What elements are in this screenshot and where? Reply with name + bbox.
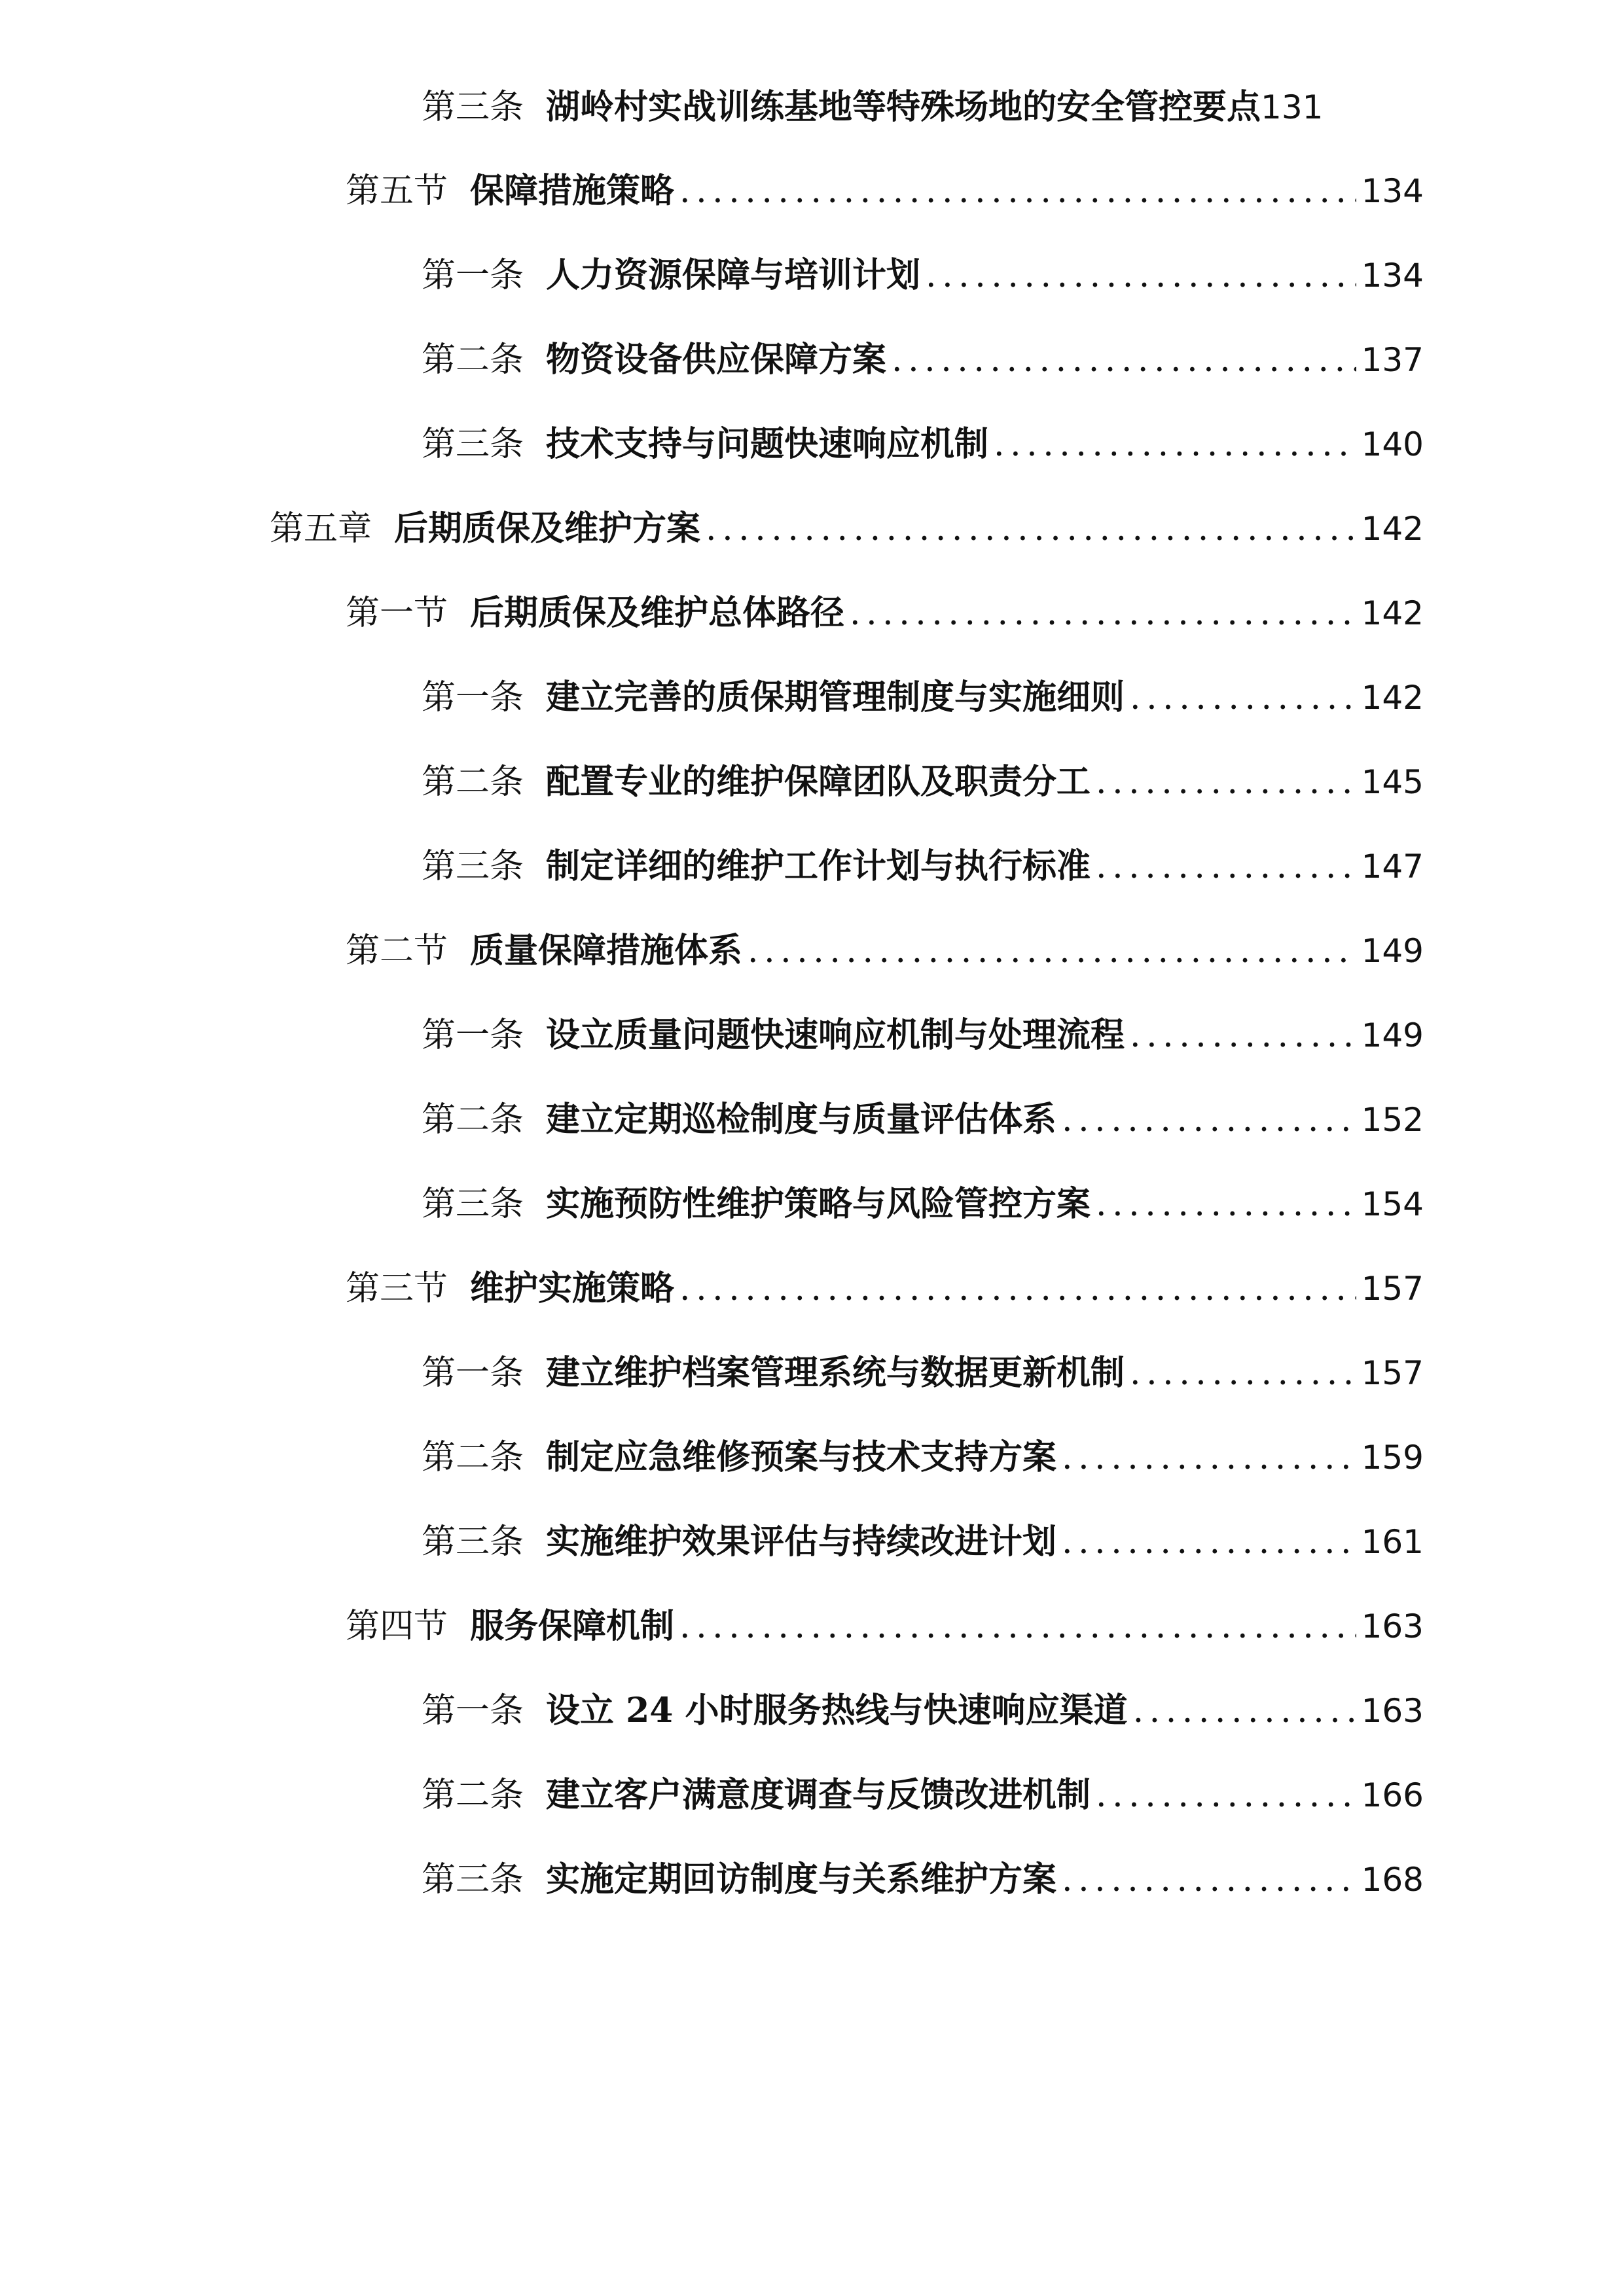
entry-number: 第二条 — [422, 1438, 524, 1477]
entry-title: 技术支持与问题快速响应机制 — [546, 424, 989, 464]
entry-page-number: 159 — [1361, 1439, 1424, 1477]
dot-leader — [994, 418, 1356, 471]
dot-leader — [748, 925, 1356, 977]
dot-leader — [1130, 1347, 1356, 1399]
dot-leader — [679, 1600, 1356, 1653]
entry-title: 实施定期回访制度与关系维护方案 — [546, 1859, 1057, 1899]
entry-page-number: 142 — [1361, 510, 1424, 548]
toc-entry-section[interactable] — [346, 587, 1424, 639]
toc-entry-article[interactable] — [422, 334, 1424, 386]
toc-entry-article[interactable] — [422, 672, 1424, 724]
entry-number: 第五节 — [346, 171, 448, 211]
entry-number: 第二条 — [422, 1776, 524, 1815]
entry-title: 设立质量问题快速响应机制与处理流程 — [546, 1015, 1125, 1055]
dot-leader — [850, 587, 1356, 639]
entry-page-number: 142 — [1361, 679, 1424, 717]
dot-leader — [1062, 1094, 1356, 1146]
entry-number: 第二条 — [422, 1100, 524, 1139]
entry-number: 第三条 — [422, 1522, 524, 1562]
entry-page-number: 163 — [1361, 1607, 1424, 1645]
entry-number: 第三条 — [422, 88, 524, 127]
entry-title: 维护实施策略 — [470, 1268, 675, 1308]
toc-entry-article[interactable] — [422, 81, 1424, 134]
entry-page-number: 145 — [1361, 763, 1424, 801]
entry-page-number: 166 — [1361, 1776, 1424, 1814]
toc-entry-article[interactable] — [422, 1094, 1424, 1146]
entry-number: 第五章 — [270, 509, 372, 548]
entry-title: 实施维护效果评估与持续改进计划 — [546, 1522, 1057, 1562]
entry-title: 建立维护档案管理系统与数据更新机制 — [546, 1353, 1125, 1393]
toc-entry-article[interactable] — [422, 1854, 1424, 1906]
toc-entry-article[interactable] — [422, 249, 1424, 302]
dot-leader — [706, 503, 1356, 555]
entry-page-number: 157 — [1361, 1354, 1424, 1392]
entry-title: 实施预防性维护策略与风险管控方案 — [546, 1184, 1091, 1224]
entry-number: 第一条 — [422, 256, 524, 295]
toc-entry-section[interactable] — [346, 1600, 1424, 1653]
entry-number: 第三条 — [422, 1185, 524, 1224]
entry-title: 后期质保及维护总体路径 — [470, 593, 845, 633]
entry-number: 第四节 — [346, 1607, 448, 1646]
toc-entry-article[interactable] — [422, 1769, 1424, 1821]
entry-page-number: 140 — [1361, 425, 1424, 463]
entry-page-number: 152 — [1361, 1101, 1424, 1139]
entry-number: 第三条 — [422, 847, 524, 886]
entry-page-number: 149 — [1361, 932, 1424, 970]
entry-title: 人力资源保障与培训计划 — [546, 255, 921, 295]
entry-number: 第二条 — [422, 762, 524, 802]
toc-entry-article[interactable] — [422, 1685, 1424, 1737]
toc-entry-article[interactable] — [422, 1178, 1424, 1230]
dot-leader — [1130, 1009, 1356, 1062]
toc-entry-article[interactable] — [422, 1516, 1424, 1568]
entry-title: 建立定期巡检制度与质量评估体系 — [546, 1100, 1057, 1139]
dot-leader — [1096, 1178, 1356, 1230]
toc-entry-chapter[interactable] — [270, 503, 1424, 555]
entry-number: 第一条 — [422, 678, 524, 717]
entry-title: 保障措施策略 — [470, 171, 675, 211]
entry-title: 建立客户满意度调查与反馈改进机制 — [546, 1775, 1091, 1815]
entry-number: 第一条 — [422, 1016, 524, 1055]
toc-entry-section[interactable] — [346, 165, 1424, 217]
entry-number: 第三条 — [422, 425, 524, 464]
entry-page-number: 142 — [1361, 594, 1424, 632]
toc-entry-section[interactable] — [346, 1263, 1424, 1315]
entry-title: 制定应急维修预案与技术支持方案 — [546, 1437, 1057, 1477]
dot-leader — [1096, 840, 1356, 893]
entry-page-number: 163 — [1361, 1692, 1424, 1730]
dot-leader — [679, 1263, 1356, 1315]
entry-title: 设立 24 小时服务热线与快速响应渠道 — [546, 1691, 1128, 1731]
entry-number: 第三条 — [422, 1860, 524, 1899]
dot-leader — [1133, 1685, 1356, 1737]
toc-entry-section[interactable] — [346, 925, 1424, 977]
entry-page-number: 157 — [1361, 1270, 1424, 1308]
dot-leader — [892, 334, 1356, 386]
entry-title: 湖岭村实战训练基地等特殊场地的安全管控要点 — [546, 87, 1261, 127]
entry-number: 第二节 — [346, 931, 448, 971]
entry-title: 后期质保及维护方案 — [394, 509, 701, 548]
dot-leader — [926, 249, 1356, 302]
entry-number: 第一条 — [422, 1354, 524, 1393]
entry-page-number: 147 — [1361, 848, 1424, 886]
entry-number: 第一节 — [346, 594, 448, 633]
entry-title: 服务保障机制 — [470, 1606, 675, 1646]
entry-page-number: 149 — [1361, 1016, 1424, 1054]
toc-entry-article[interactable] — [422, 840, 1424, 893]
entry-title: 建立完善的质保期管理制度与实施细则 — [546, 677, 1125, 717]
dot-leader — [1096, 1769, 1356, 1821]
entry-page-number: 161 — [1361, 1523, 1424, 1561]
entry-number: 第二条 — [422, 340, 524, 380]
entry-page-number: 137 — [1361, 341, 1424, 379]
toc-entry-article[interactable] — [422, 756, 1424, 808]
entry-title: 配置专业的维护保障团队及职责分工 — [546, 762, 1091, 802]
toc-entry-article[interactable] — [422, 1009, 1424, 1062]
entry-title: 制定详细的维护工作计划与执行标准 — [546, 846, 1091, 886]
dot-leader — [1062, 1516, 1356, 1568]
dot-leader — [1062, 1854, 1356, 1906]
entry-title: 质量保障措施体系 — [470, 931, 743, 971]
toc-entry-article[interactable] — [422, 1347, 1424, 1399]
entry-page-number: 131 — [1261, 88, 1324, 126]
dot-leader — [679, 165, 1356, 217]
toc-entry-article[interactable] — [422, 418, 1424, 471]
dot-leader — [1130, 672, 1356, 724]
entry-number: 第一条 — [422, 1691, 524, 1731]
entry-page-number: 168 — [1361, 1861, 1424, 1899]
entry-title: 物资设备供应保障方案 — [546, 340, 887, 380]
toc-entry-article[interactable] — [422, 1431, 1424, 1484]
entry-number: 第三节 — [346, 1269, 448, 1308]
dot-leader — [1062, 1431, 1356, 1484]
dot-leader — [1096, 756, 1356, 808]
entry-page-number: 154 — [1361, 1185, 1424, 1223]
entry-page-number: 134 — [1361, 172, 1424, 210]
entry-page-number: 134 — [1361, 257, 1424, 295]
